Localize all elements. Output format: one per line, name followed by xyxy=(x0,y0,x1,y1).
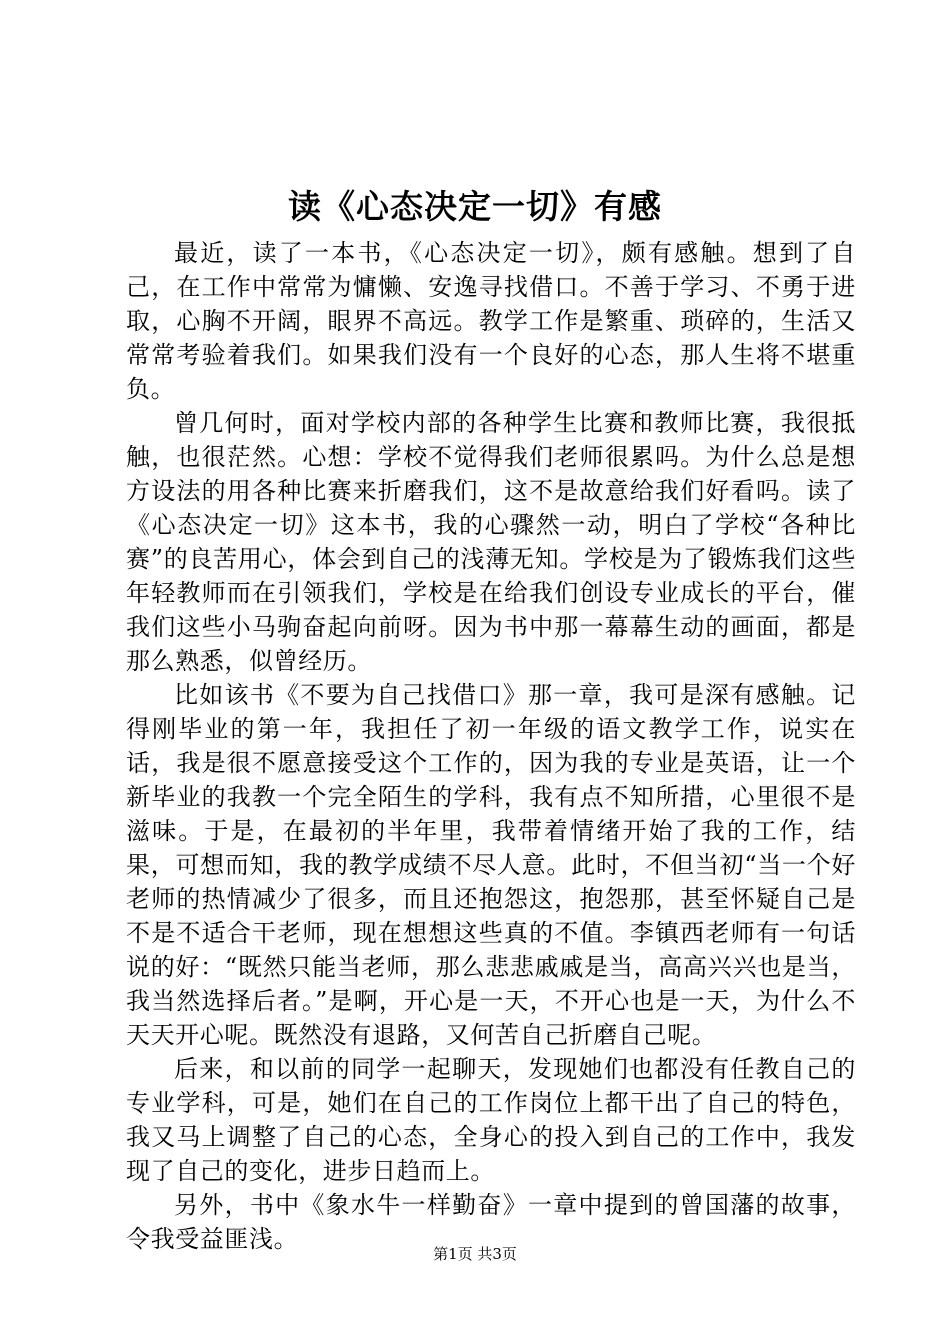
paragraph-1: 最近，读了一本书，《心态决定一切》，颇有感触。想到了自己，在工作中常常为慵懒、安逸寻找借口。不善于学习、不勇于进取，心胸不开阔，眼界不高远。教学工作是繁重、琐碎的，生活又常常考验着我们。如果我们没有一个良好的心态，那人生将不堪重负。 xyxy=(126,239,856,403)
paragraph-5: 另外，书中《象水牛一样勤奋》一章中提到的曾国藩的故事，令我受益匪浅。 xyxy=(126,1191,856,1253)
paragraph-3: 比如该书《不要为自己找借口》那一章，我可是深有感触。记得刚毕业的第一年，我担任了初一年级的语文教学工作，说实在话，我是很不愿意接受这个工作的，因为我的专业是英语，让一个新毕业的我教一个完全陌生的学科，我有点不知所措，心里很不是滋味。于是，在最初的半年里，我带着情绪开始了我的工作，结果，可想而知，我的教学成绩不尽人意。此时，不但当初“当一个好老师的热情减少了很多，而且还抱怨这，抱怨那，甚至怀疑自己是不是不适合干老师，现在想想这些真的不值。李镇西老师有一句话说的好：“既然只能当老师，那么悲悲戚戚是当，高高兴兴也是当，我当然选择后者。”是啊，开心是一天，不开心也是一天，为什么不天天开心呢。既然没有退路，又何苦自己折磨自己呢。 xyxy=(126,681,856,1049)
page-number-footer: 第1页 共3页 xyxy=(433,1245,517,1263)
paragraph-4: 后来，和以前的同学一起聊天，发现她们也都没有任教自己的专业学科，可是，她们在自己的工作岗位上都干出了自己的特色，我又马上调整了自己的心态，全身心的投入到自己的工作中，我发现了自己的变化，进步日趋而上。 xyxy=(126,1055,856,1185)
paragraph-2: 曾几何时，面对学校内部的各种学生比赛和教师比赛，我很抵触，也很茫然。心想：学校不觉得我们老师很累吗。为什么总是想方设法的用各种比赛来折磨我们，这不是故意给我们好看吗。读了《心态决定一切》这本书，我的心骤然一动，明白了学校“各种比赛”的良苦用心，体会到自己的浅薄无知。学校是为了锻炼我们这些年轻教师而在引领我们，学校是在给我们创设专业成长的平台，催我们这些小马驹奋起向前呀。因为书中那一幕幕生动的画面，都是那么熟悉，似曾经历。 xyxy=(126,409,856,675)
document-body xyxy=(126,236,856,1256)
document-title: 读《心态决定一切》有感 xyxy=(288,187,662,226)
